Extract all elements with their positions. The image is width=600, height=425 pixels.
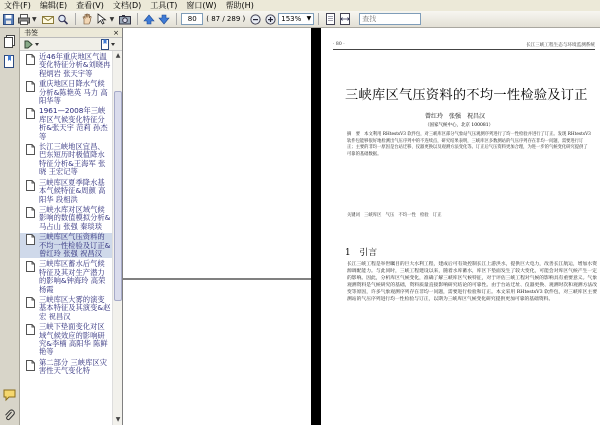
paper-keywords: 关键词 三峡库区 气压 不均一性 检验 订正: [347, 213, 442, 218]
scrollbar-thumb[interactable]: [114, 91, 122, 301]
paper-abstract: 摘 要 本文利用 RHtestsV3 软件包，对三峡库区部分气象站气压观测序列进行了均一性检验并进行了订正。发现 RHtestsV3 软件包能够很好地检测出气压序列中的不连续点，研究结果表明，三峡库区多数测站的气压序列存在非均一问题，需要进行订正；主要的非均一原因是台站迁移、仪器更换以及观测方法变化等。订正后气压资料更加合理，为进一步的气候变化研究提供了可靠的基础数据。: [347, 132, 591, 157]
comments-icon[interactable]: [3, 389, 16, 402]
paper-authors: 曾红玲 张强 祝昌汉: [425, 113, 486, 120]
document-icon: [26, 54, 35, 65]
bookmark-label: 近46年重庆地区气温变化特征分析&刘晓冉 程炳岩 张天宇等: [39, 52, 111, 78]
hand-icon[interactable]: [80, 13, 94, 26]
menu-edit[interactable]: 编辑(E): [39, 1, 68, 10]
fit-width-icon[interactable]: [338, 13, 352, 26]
page-number-input[interactable]: [181, 13, 203, 25]
bookmark-item[interactable]: [20, 323, 112, 357]
document-icon: [26, 207, 35, 218]
search-icon[interactable]: [56, 13, 70, 26]
bookmark-label: 重庆地区日降水气候分析&陈艳英 马力 高阳华等: [39, 79, 108, 106]
bookmark-label: 三峡库区大雾的演变基本特征及其演变&赵宏 祝昌汉: [39, 294, 111, 321]
zoom-level-select[interactable]: [278, 13, 314, 25]
toolbar-divider: [75, 13, 76, 25]
bookmark-label: 三峡库区夏季降水基本气候特征&周颜 高阳华 段相洪: [39, 177, 106, 204]
fit-page-icon[interactable]: [323, 13, 337, 26]
nav-up-icon[interactable]: [142, 13, 156, 26]
bookmark-list: [20, 51, 112, 425]
toolbar: [0, 11, 600, 28]
bookmarks-icon[interactable]: [3, 55, 16, 68]
document-viewport[interactable]: [123, 28, 600, 425]
bookmark-label: 长江三峡地区宜昌、巴东短历时极值降水特征分析&王海军 张晓 王宏记等: [39, 142, 106, 177]
menu-view[interactable]: 查看(V): [76, 1, 104, 10]
bookmark-item[interactable]: [20, 296, 112, 321]
document-icon: [26, 144, 35, 155]
zoom-level-value: 153%: [281, 15, 302, 23]
toolbar-divider: [137, 13, 138, 25]
menu-document[interactable]: 文档(D): [112, 1, 142, 10]
scroll-up-icon[interactable]: ▲: [115, 52, 121, 59]
paper-body-text: 长江三峡工程是举世瞩目的巨大水利工程，建成后可有效控制长江上游洪水，提供巨大电力，改善长江航运，增加水资源调配能力。与此同时，三峡工程建设以来，随着水库蓄水，库区下垫面发生了较大变化，可能会对库区气候产生一定的影响。因此，分析库区气候变化，准确了解三峡库区气候特征，对于评估三峡工程对气候的影响具有重要意义。气象观测资料是气候研究的基础，资料质量直接影响研究结论的可靠性。由于台站迁址、仪器更换、观测时次和观测方法改变等原因，许多气象观测序列存在非均一问题，需要进行检验和订正。本文采用 RHtestsV3 软件包，对三峡库区主要测站的气压序列进行均一性检验与订正，以期为三峡库区气候变化研究提供更加可靠的基础资料。: [347, 262, 597, 302]
bookmarks-scrollbar[interactable]: [112, 51, 122, 425]
page-count: ( 87 / 289 ): [206, 15, 246, 23]
pages-icon[interactable]: [3, 35, 16, 48]
find-input[interactable]: [359, 13, 421, 25]
select-icon[interactable]: [95, 13, 109, 26]
attachments-icon[interactable]: [3, 409, 16, 422]
toolbar-divider: [318, 13, 319, 25]
bookmark-label: 三峡库区气压资料的不均一性检验及订正&曾红玲 张强 祝昌汉: [39, 232, 111, 258]
bookmarks-panel-header: [20, 28, 122, 38]
bookmark-item[interactable]: [20, 51, 112, 78]
zoom-in-icon[interactable]: [263, 13, 277, 26]
document-icon: [26, 108, 35, 119]
bookmark-item[interactable]: [20, 260, 112, 294]
email-icon[interactable]: [41, 13, 55, 26]
save-icon[interactable]: [2, 13, 16, 26]
page-number-label: · 80 ·: [333, 42, 345, 47]
menu-file[interactable]: 文件(F): [4, 1, 31, 10]
bookmark-label: 三峡水库对区域气候影响的数值模拟分析&马占山 张强 秦琰琰: [39, 204, 111, 231]
bookmark-item[interactable]: [20, 107, 112, 141]
select-dropdown-icon[interactable]: ▼: [109, 15, 115, 23]
bookmarks-panel-title: 书签: [24, 29, 38, 37]
document-icon: [26, 297, 35, 308]
bookmark-item[interactable]: [20, 206, 112, 231]
bookmarks-panel: [20, 28, 123, 425]
bookmark-item[interactable]: [20, 143, 112, 177]
print-dropdown-icon[interactable]: ▼: [32, 15, 37, 23]
bookmarks-toolbar: [20, 38, 122, 51]
menu-bar: [0, 0, 600, 11]
chevron-down-icon: ▼: [306, 15, 312, 22]
bookmark-item-selected[interactable]: [20, 233, 112, 258]
paper-affiliation: （国家气候中心，北京 100081）: [425, 123, 494, 128]
document-page: [321, 28, 600, 425]
document-icon: [26, 234, 35, 245]
menu-tools[interactable]: 工具(T): [150, 1, 178, 10]
scroll-down-icon[interactable]: ▼: [115, 416, 121, 423]
bookmark-item[interactable]: [20, 80, 112, 105]
menu-help[interactable]: 帮助(H): [225, 1, 254, 10]
bookmark-item[interactable]: [20, 179, 112, 204]
zoom-out-icon[interactable]: [248, 13, 262, 26]
document-icon: [26, 81, 35, 92]
document-icon: [26, 261, 35, 272]
navigation-pane-strip: [0, 28, 20, 425]
journal-title: 长江三峡工程生态与环境监测系统: [526, 43, 595, 48]
document-icon: [26, 180, 35, 191]
section-heading: 1 引言: [345, 248, 377, 258]
menu-window[interactable]: 窗口(W): [186, 1, 217, 10]
paper-title: 三峡库区气压资料的不均一性检验及订正: [345, 88, 588, 103]
nav-down-icon[interactable]: [157, 13, 171, 26]
running-head: [333, 42, 595, 50]
page-separator: [311, 28, 321, 425]
document-icon: [26, 324, 35, 335]
bookmark-label: 1961—2008年三峡库区气候变化特征分析&张天宇 范莉 孙杰等: [39, 106, 108, 141]
previous-page-edge: [123, 28, 311, 425]
document-icon: [26, 360, 35, 371]
bookmark-label: 第二部分 三峡库区灾害性天气变化特: [39, 357, 107, 376]
snapshot-icon[interactable]: [118, 13, 132, 26]
bookmark-label: 三峡下垫面变化对区域气候效应的影响研究&李楠 高阳华 陈鲜艳等: [39, 322, 108, 357]
bookmark-label: 三峡库区蓄水后气候特征及其对生产潜力的影响&钟海玲 高荣 杨霞: [39, 259, 106, 294]
close-icon[interactable]: ×: [113, 29, 119, 37]
print-icon[interactable]: [17, 13, 31, 26]
bookmark-item[interactable]: [20, 359, 112, 376]
page-gap: [123, 278, 311, 280]
toolbar-divider: [176, 13, 177, 25]
